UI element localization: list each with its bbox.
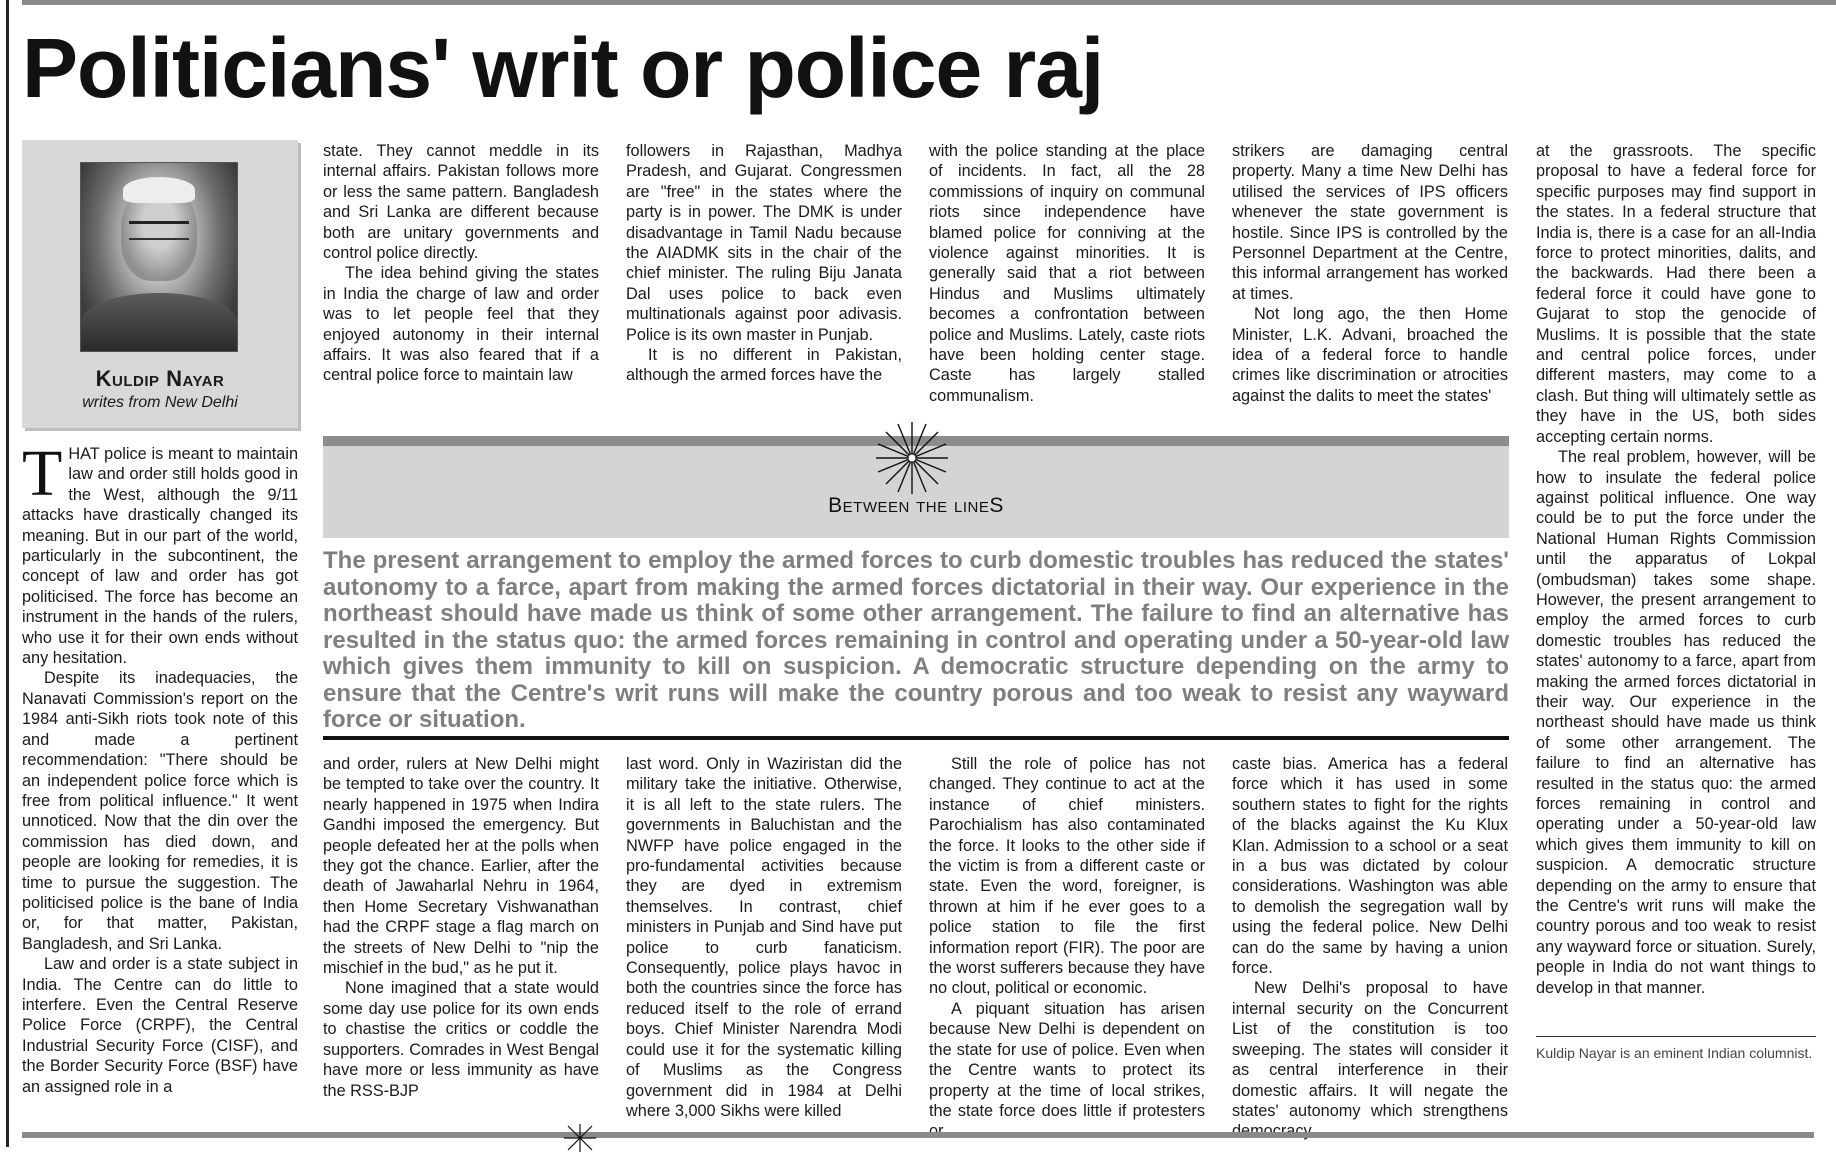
starburst-icon — [560, 1124, 600, 1152]
paragraph: and order, rulers at New Delhi might be tempted to take over the country. It nearly happened in 1975 when Indira Gandhi imposed the emergency. But people defeated her at the polls when they got the chance. Earlier, after the death of Jawaharlal Nehru in 1964, then Home Secretary Vishwanathan had the CRPF stage a flag march on the streets of New Delhi to "nip the mischief in the bud," as he put it. — [323, 755, 599, 978]
headline: Politicians' writ or police raj — [22, 21, 1104, 115]
paragraph: Not long ago, the then Home Minister, L.K. Advani, broached the idea of a federal force to handle crimes like discrimination or atrocities against the dalits to meet the states' — [1232, 305, 1508, 405]
article-column-5-top — [1232, 141, 1508, 406]
article-column-2-top — [323, 141, 599, 386]
paragraph: None imagined that a state would some day use police for its own ends to chastise the critics or coddle the supporters. Comrades in West Bengal have more or less immunity as have the RSS-BJP — [323, 979, 599, 1100]
pull-quote-rule — [323, 736, 1509, 740]
dropcap: T — [22, 437, 63, 510]
author-location: writes from New Delhi — [82, 394, 238, 411]
paragraph: The idea behind giving the states in India the charge of law and order was to let people feel that they enjoyed autonomy in their internal affairs. It was also feared that if a central police force to maintain law — [323, 264, 599, 385]
paragraph: It is no different in Pakistan, although the armed forces have the — [626, 346, 902, 385]
endnote-rule — [1536, 1036, 1816, 1037]
article-column-4-bottom — [929, 754, 1205, 1142]
article-column-3-top — [626, 141, 902, 386]
paragraph: Still the role of police has not changed. They continue to act at the instance of chief ministers. Parochialism has also contaminated the force. It looks to the other side if the victim is from a different caste or state. Even the word, foreigner, is thrown at him if he ever goes to a police station to file the first information report (FIR). The poor are the worst sufferers because they have no clout, political or economic. — [929, 755, 1205, 998]
paragraph: state. They cannot meddle in its internal affairs. Pakistan follows more or less the same pattern. Bangladesh and Sri Lanka are different because both are unitary governments and control police directly. — [323, 142, 599, 263]
article-column-2-bottom — [323, 754, 599, 1101]
author-endnote: Kuldip Nayar is an eminent Indian columnist. — [1536, 1045, 1813, 1061]
pull-quote: The present arrangement to employ the armed forces to curb domestic troubles has reduced the states' autonomy to a farce, apart from making the armed forces dictatorial in their way. Our experience in the northeast should have made us think of some other arrangement. The failure to find an alternative has resulted in the status quo: the armed forces remaining in control and operating under a 50-year-old law which gives them immunity to kill on suspicion. A democratic structure depending on the army to ensure that the Centre's writ runs will make the country porous and too weak to resist any wayward force or situation. — [323, 547, 1509, 733]
left-rule — [6, 0, 9, 1147]
paragraph: with the police standing at the place of incidents. In fact, all the 28 commissions of inquiry on communal riots since independence have blamed police for conniving at the violence against minorities. It is generally said that a riot between Hindus and Muslims ultimately becomes a confrontation between police and Muslims. Lately, caste riots have been holding center stage. Caste has largely stalled communalism. — [929, 142, 1205, 405]
paragraph: followers in Rajasthan, Madhya Pradesh, and Gujarat. Congressmen are "free" in the states where the party is in power. The DMK is under disadvantage in Tamil Nadu because the AIADMK sits in the chair of the chief minister. The ruling Biju Janata Dal uses police to back even multinationals against poor adivasis. Police is its own master in Punjab. — [626, 142, 902, 344]
article-column-4-top — [929, 141, 1205, 406]
article-column-1 — [22, 437, 298, 1097]
article-column-6 — [1536, 141, 1816, 998]
byline-box — [22, 140, 298, 428]
section-label: Between the lineS — [828, 494, 1004, 517]
paragraph: caste bias. America has a federal force which it has used in some southern states to fight for the rights of the blacks against the Ku Klux Klan. Admission to a school or a seat in a bus was dictated by colour considerations. Washington was able to demolish the segregation wall by using the federal police. New Delhi can do the same by having a union force. — [1232, 755, 1508, 978]
bottom-rule — [22, 1132, 1814, 1138]
paragraph: A piquant situation has arisen because New Delhi is dependent on the state for use of police. Even when the Centre wants to protect its property at the time of local strikes, the state force does little if protesters — [929, 999, 1205, 1120]
starburst-icon — [874, 420, 950, 496]
paragraph: THAT police is meant to maintain law and order still holds good in the West, although the 9/11 attacks have drastically changed its meaning. But in our part of the world, particularly in the subcontinent, the concept of law and order has got politicised. The force has become an instrument in the hands of the rulers, who use it for their own ends without any hesitation. — [22, 437, 298, 668]
paragraph: at the grassroots. The specific proposal to have a federal force for specific purposes may find support in the states. In a federal structure that India is, there is a case for an all-India force to protect minorities, dalits, and the backwards. Had there been a federal force it could have gone to Gujarat to stop the genocide of Muslims. It is possible that the state and central police forces, under different masters, may come to a clash. But thing will ultimately settle as they have in the US, both sides accepting certain norms. — [1536, 142, 1816, 446]
paragraph: strikers are damaging central property. Many a time New Delhi has utilised the services of IPS officers whenever the state government is hostile. Since IPS is controlled by the Personnel Department at the Centre, this informal arrangement has worked at times. — [1232, 142, 1508, 303]
article-column-5-bottom — [1232, 754, 1508, 1142]
author-photo — [80, 162, 238, 352]
paragraph: Despite its inadequacies, the Nanavati Commission's report on the 1984 anti-Sikh riots took note of this and made a pertinent recommendation: "There should be an independent police force which is free from political influence." It went unnoticed. Now that the din over the commission has died down, and people are looking for remedies, it is time to pursue the suggestion. The politicised police is the bane of India or, for that matter, Pakistan, Bangladesh, and Sri Lanka. — [22, 669, 298, 953]
paragraph: The real problem, however, will be how to insulate the federal police against political influence. One way could be to put the force under the National Human Rights Commission until the apparatus of Lokpal (ombudsman) takes some shape. However, the present arrangement to employ the armed forces to curb domestic troubles has reduced the states' autonomy to a farce, apart from making the armed forces dictatorial in their way. Our experience in the northeast should have made us think of some other arrangement. The failure to find an alternative has resulted in the status quo: the armed forces remaining in control and operating under a 50-year-old law which gives them immunity to kill on suspicion. A democratic structure depending on the army to ensure that the Centre's writ runs will make the country porous and too weak to resist any wayward force or situation. Surely, people in India do not want things to develop in that manner. — [1536, 448, 1816, 997]
author-name: Kuldip Nayar — [95, 366, 225, 391]
paragraph: last word. Only in Waziristan did the military take the initiative. Otherwise, it is all left to the state rulers. The governments in Baluchistan and the NWFP have police engaged in the pro-fundamental activities because they are dyed in extremism themselves. In contrast, chief ministers in Punjab and Sind have put police to curb fanaticism. Consequently, police plays havoc in both the countries since the force has reduced itself to the role of errand boys. Chief Minister Narendra Modi could use it for the systematic killing of Muslims as the Congress government did in 1984 at Delhi where 3,000 Sikhs were killed — [626, 755, 902, 1120]
paragraph: New Delhi's proposal to have internal security on the Concurrent List of the constitution is too sweeping. The states will consider it as central interference in their domestic affairs. It will negate the states' autonomy which strengthens — [1232, 979, 1508, 1120]
paragraph: Law and order is a state subject in India. The Centre can do little to interfere. Even the Central Reserve Police Force (CRPF), the Central Industrial Security Force (CISF), and the Border Security Force (BSF) have an assigned role in a — [22, 955, 298, 1096]
top-rule — [22, 0, 1836, 5]
article-column-3-bottom — [626, 754, 902, 1121]
